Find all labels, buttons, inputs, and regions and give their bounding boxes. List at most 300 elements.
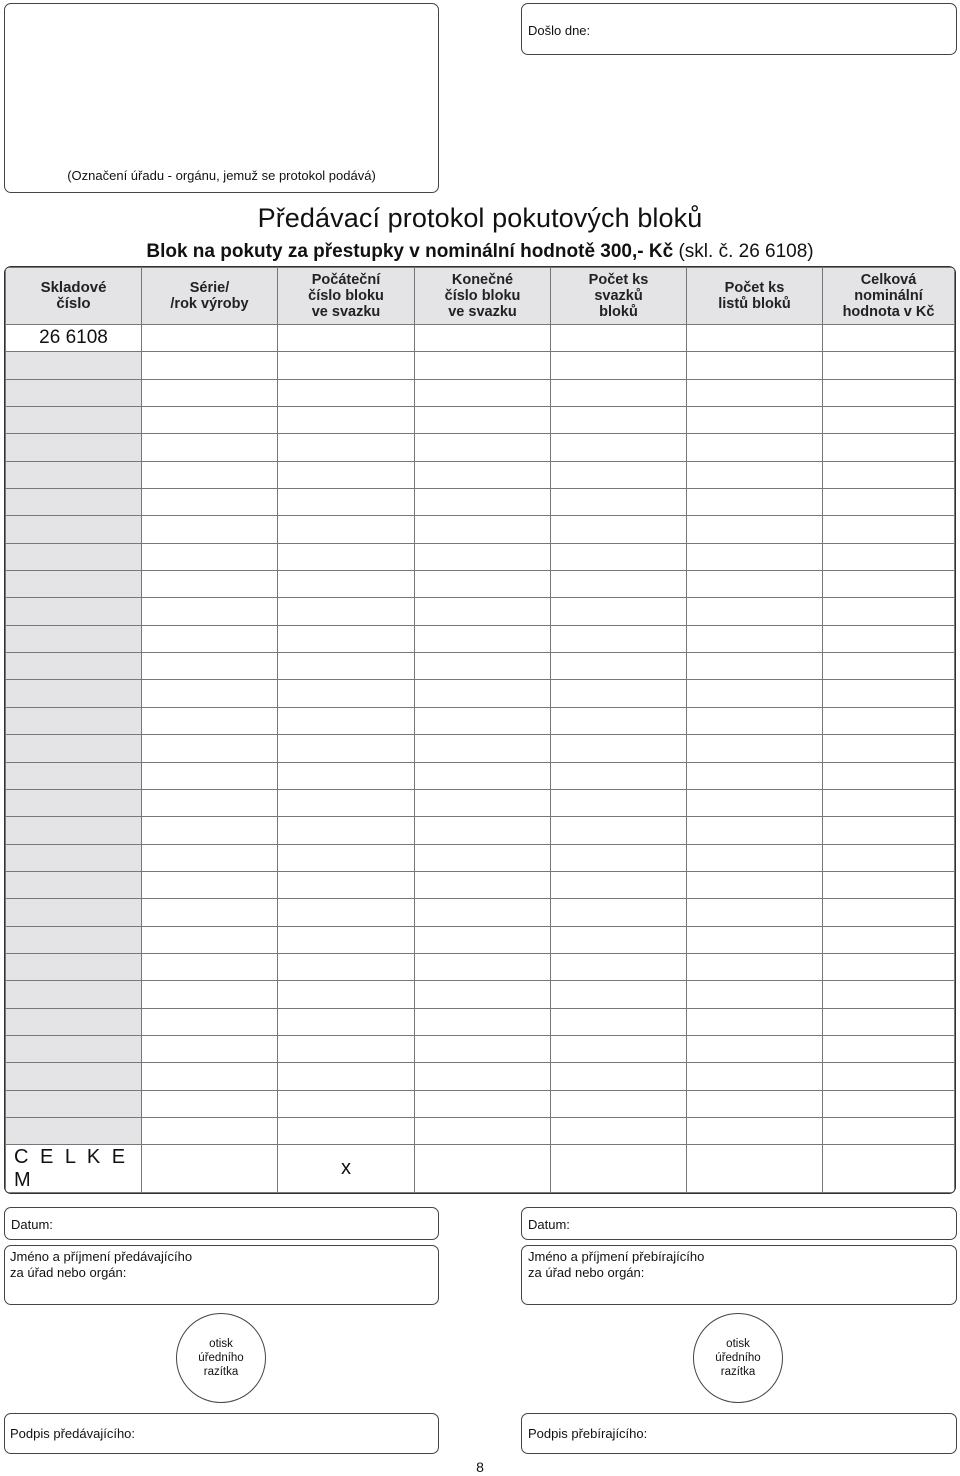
table-row [6,434,955,461]
table-cell[interactable] [687,735,823,762]
table-cell[interactable] [687,461,823,488]
table-cell[interactable] [278,871,415,898]
table-cell[interactable] [278,461,415,488]
table-cell[interactable] [278,489,415,516]
table-cell[interactable] [823,735,955,762]
received-date-label: Došlo dne: [528,23,591,38]
left-name-label-1: Jméno a příjmení předávajícího [10,1249,193,1264]
table-cell[interactable] [551,762,687,789]
column-header-1-line-1: Skladové [40,279,107,296]
table-cell[interactable] [278,817,415,844]
total-cell[interactable] [415,1145,551,1193]
column-header-2-line-1: Série/ [189,280,230,296]
stock-number-cell[interactable] [6,598,142,625]
table-cell[interactable] [687,899,823,926]
column-header-3 [278,268,415,325]
table-cell[interactable] [823,1008,955,1035]
table-cell[interactable] [823,680,955,707]
stock-number-cell[interactable] [6,653,142,680]
table-cell[interactable] [278,707,415,734]
table-cell[interactable] [823,899,955,926]
stock-number-cell[interactable] [6,571,142,598]
table-cell[interactable] [278,1035,415,1062]
table-cell[interactable] [551,407,687,434]
table-cell[interactable] [551,653,687,680]
table-cell[interactable] [415,953,551,980]
stock-number-cell[interactable] [6,516,142,543]
column-header-2-line-2: /rok výroby [170,296,249,312]
stock-number-cell[interactable] [6,953,142,980]
table-cell[interactable] [687,625,823,652]
table-cell[interactable] [278,325,415,352]
table-cell[interactable] [142,571,278,598]
table-cell[interactable] [142,1090,278,1117]
table-cell[interactable] [415,735,551,762]
table-cell[interactable] [278,598,415,625]
table-row [6,926,955,953]
column-header-5-line-3: bloků [599,304,638,320]
left-date-field[interactable] [4,1207,439,1240]
table-cell[interactable] [415,762,551,789]
table-cell[interactable] [278,434,415,461]
table-row [6,325,955,352]
table-cell[interactable] [278,625,415,652]
table-cell[interactable] [687,926,823,953]
table-cell[interactable] [415,1117,551,1144]
stock-number-cell[interactable] [6,543,142,570]
subtitle-bold: Blok na pokuty za přestupky v nominální hodnotě 300,- Kč [146,241,674,262]
table-cell[interactable] [823,379,955,406]
left-name-field[interactable] [4,1245,439,1305]
table-cell[interactable] [415,598,551,625]
table-cell[interactable] [415,352,551,379]
stock-number-cell[interactable] [6,762,142,789]
received-date-box[interactable] [521,3,957,55]
stock-number-cell[interactable] [6,489,142,516]
table-cell[interactable] [687,817,823,844]
table-cell[interactable] [415,1008,551,1035]
stock-number-cell[interactable] [6,434,142,461]
table-cell[interactable] [687,516,823,543]
table-cell[interactable] [551,461,687,488]
stock-number-cell[interactable] [6,461,142,488]
table-cell[interactable] [551,434,687,461]
stock-number-cell[interactable] [6,735,142,762]
table-cell[interactable] [823,817,955,844]
stock-number-cell[interactable] [6,844,142,871]
table-row [6,899,955,926]
right-name-label-2: za úřad nebo orgán: [528,1265,645,1280]
table-cell[interactable] [823,926,955,953]
table-cell[interactable] [823,325,955,352]
table-cell[interactable] [823,789,955,816]
column-header-7-line-1: Celková [860,272,917,288]
table-cell[interactable] [687,981,823,1008]
table-row [6,598,955,625]
page-title: Předávací protokol pokutových bloků [257,203,703,233]
table-cell[interactable] [415,571,551,598]
office-caption: (Označení úřadu - orgánu, jemuž se protokol podává) [67,168,376,183]
table-cell[interactable] [278,680,415,707]
table-row [6,844,955,871]
table-cell[interactable] [142,379,278,406]
table-cell[interactable] [278,735,415,762]
left-date-label: Datum: [11,1217,53,1232]
page-subtitle [0,241,960,263]
table-cell[interactable] [278,543,415,570]
table-cell[interactable] [142,598,278,625]
table-row [6,735,955,762]
table-cell[interactable] [415,489,551,516]
table-cell[interactable] [278,1008,415,1035]
table-cell[interactable] [142,735,278,762]
table-cell[interactable] [415,981,551,1008]
column-header-4-line-1: Konečné [451,272,514,288]
table-cell[interactable] [142,653,278,680]
right-stamp-circle [693,1313,783,1403]
table-cell[interactable] [415,543,551,570]
table-cell[interactable] [142,1008,278,1035]
table-cell[interactable] [142,1035,278,1062]
table-cell[interactable] [687,434,823,461]
column-header-2 [142,268,278,325]
table-cell[interactable] [415,844,551,871]
table-row [6,707,955,734]
table-cell[interactable] [415,325,551,352]
table-row [6,571,955,598]
table-cell[interactable] [687,489,823,516]
right-stamp-line-1: otisk [726,1338,750,1350]
table-cell[interactable] [823,1090,955,1117]
table-row [6,1035,955,1062]
stock-number-cell[interactable] [6,817,142,844]
total-row [6,1145,955,1193]
total-cell[interactable] [142,1145,278,1193]
table-cell[interactable] [823,871,955,898]
table-cell[interactable] [278,407,415,434]
right-signature-label: Podpis přebírajícího: [528,1426,648,1441]
table-cell[interactable] [142,871,278,898]
table-cell[interactable] [278,953,415,980]
table-cell[interactable] [687,1008,823,1035]
table-row [6,516,955,543]
table-cell[interactable] [278,379,415,406]
stock-number-cell[interactable] [6,407,142,434]
table-cell[interactable] [823,953,955,980]
table-cell[interactable] [687,571,823,598]
table-cell[interactable] [415,680,551,707]
stock-number-cell[interactable] [6,871,142,898]
table-cell[interactable] [687,1063,823,1090]
table-cell[interactable] [142,844,278,871]
table-row [6,981,955,1008]
table-cell[interactable] [415,817,551,844]
left-stamp-line-1: otisk [209,1338,233,1350]
table-cell[interactable] [551,680,687,707]
stock-number-cell[interactable] [6,1035,142,1062]
table-cell[interactable] [415,434,551,461]
page-number: 8 [476,1459,484,1475]
table-row [6,379,955,406]
table-row [6,543,955,570]
table-cell[interactable] [278,516,415,543]
table-cell[interactable] [823,1063,955,1090]
table-cell[interactable] [551,981,687,1008]
table-cell[interactable] [551,953,687,980]
table-cell[interactable] [415,653,551,680]
table-cell[interactable] [687,379,823,406]
table-cell[interactable] [687,707,823,734]
table-cell[interactable] [415,899,551,926]
table-cell[interactable] [823,434,955,461]
total-x-mark: x [278,1145,415,1193]
table-cell[interactable] [551,1063,687,1090]
table-cell[interactable] [278,571,415,598]
table-cell[interactable] [823,625,955,652]
table-cell[interactable] [278,899,415,926]
table-cell[interactable] [551,871,687,898]
column-header-3-line-3: ve svazku [311,304,381,320]
table-cell[interactable] [687,653,823,680]
table-cell[interactable] [823,653,955,680]
stock-number-cell[interactable] [6,981,142,1008]
table-cell[interactable] [142,461,278,488]
table-header [6,268,955,325]
table-cell[interactable] [551,379,687,406]
table-cell[interactable] [278,762,415,789]
table-row [6,1063,955,1090]
table-cell[interactable] [823,762,955,789]
table-cell[interactable] [687,543,823,570]
table-cell[interactable] [687,871,823,898]
table-cell[interactable] [142,789,278,816]
total-label: C E L K E M [6,1145,142,1193]
table-cell[interactable] [142,926,278,953]
table-cell[interactable] [687,325,823,352]
table-cell[interactable] [415,871,551,898]
table-cell[interactable] [142,707,278,734]
table-cell[interactable] [823,516,955,543]
table-cell[interactable] [415,926,551,953]
table-cell[interactable] [823,461,955,488]
stock-number-cell[interactable] [6,1008,142,1035]
table-cell[interactable] [551,625,687,652]
table-row [6,817,955,844]
table-cell[interactable] [823,571,955,598]
column-header-7 [823,268,955,325]
table-cell[interactable] [415,1090,551,1117]
table-cell[interactable] [551,1090,687,1117]
table-cell[interactable] [823,1117,955,1144]
table-cell[interactable] [142,325,278,352]
table-cell[interactable] [687,352,823,379]
table-cell[interactable] [551,707,687,734]
column-header-6-line-2: listů bloků [718,296,791,312]
total-cell[interactable] [551,1145,687,1193]
right-name-label-1: Jméno a příjmení přebírajícího [528,1249,705,1264]
table-cell[interactable] [687,407,823,434]
table-cell[interactable] [823,352,955,379]
total-cell[interactable] [823,1145,955,1193]
table-cell[interactable] [415,461,551,488]
table-cell[interactable] [823,598,955,625]
table-cell[interactable] [278,844,415,871]
right-stamp-line-2: úředního [715,1352,761,1364]
table-cell[interactable] [551,817,687,844]
column-header-4 [415,268,551,325]
stock-number-cell[interactable] [6,707,142,734]
table-row [6,762,955,789]
left-signature-field[interactable] [4,1413,439,1454]
table-cell[interactable] [551,543,687,570]
table-cell[interactable] [142,762,278,789]
stock-number-cell[interactable] [6,1090,142,1117]
column-header-1-line-2: číslo [56,295,91,312]
stock-number-cell[interactable] [6,1063,142,1090]
table-cell[interactable] [823,1035,955,1062]
table-cell[interactable] [415,625,551,652]
stock-number-cell[interactable] [6,789,142,816]
table-cell[interactable] [415,379,551,406]
table-cell[interactable] [278,352,415,379]
table-cell[interactable] [415,1063,551,1090]
table-cell[interactable] [551,325,687,352]
table-cell[interactable] [551,926,687,953]
table-cell[interactable] [278,1090,415,1117]
table-cell[interactable] [551,352,687,379]
table-cell[interactable] [142,981,278,1008]
handover-table [4,266,956,1194]
column-header-3-line-1: Počáteční [311,272,381,288]
table-cell[interactable] [551,598,687,625]
column-header-3-line-2: číslo bloku [308,288,384,304]
total-cell[interactable] [687,1145,823,1193]
column-header-1 [6,268,142,325]
table-cell[interactable] [142,1063,278,1090]
table-cell[interactable] [687,844,823,871]
table-cell[interactable] [142,953,278,980]
stock-number-cell[interactable] [6,379,142,406]
table-cell[interactable] [551,735,687,762]
table-cell[interactable] [142,489,278,516]
table-cell[interactable] [278,1063,415,1090]
column-header-5 [551,268,687,325]
column-header-7-line-3: hodnota v Kč [842,304,935,320]
stock-number-cell[interactable] [6,899,142,926]
table-cell[interactable] [823,844,955,871]
table-row [6,625,955,652]
table-cell[interactable] [142,899,278,926]
table-cell[interactable] [415,516,551,543]
stock-number-cell[interactable] [6,680,142,707]
table-row [6,352,955,379]
subtitle-rest: (skl. č. 26 6108) [673,241,814,262]
table-row [6,680,955,707]
left-signature-label: Podpis předávajícího: [10,1426,136,1441]
table-cell[interactable] [823,407,955,434]
table-cell[interactable] [415,1035,551,1062]
right-date-label: Datum: [528,1217,570,1232]
column-header-6-line-1: Počet ks [724,280,785,296]
stock-number-cell[interactable] [6,352,142,379]
table-cell[interactable] [551,789,687,816]
table-cell[interactable] [278,1117,415,1144]
right-name-field[interactable] [521,1245,957,1305]
table-row [6,1117,955,1144]
table-row [6,461,955,488]
table-cell[interactable] [142,817,278,844]
right-date-field[interactable] [521,1207,957,1240]
table-cell[interactable] [687,1035,823,1062]
table-body [6,325,955,1193]
table-cell[interactable] [142,407,278,434]
table-cell[interactable] [142,543,278,570]
table-cell[interactable] [687,953,823,980]
table-cell[interactable] [551,899,687,926]
table-cell[interactable] [551,1117,687,1144]
left-stamp-line-3: razítka [203,1366,239,1378]
table-cell[interactable] [142,680,278,707]
office-designation-box[interactable] [4,3,439,193]
table-cell[interactable] [551,1008,687,1035]
stock-number-cell[interactable]: 26 6108 [6,325,142,352]
right-signature-field[interactable] [521,1413,957,1454]
table-cell[interactable] [551,571,687,598]
column-header-4-line-3: ve svazku [448,304,517,320]
table-cell[interactable] [687,1117,823,1144]
table-cell[interactable] [551,489,687,516]
table-cell[interactable] [142,352,278,379]
table-cell[interactable] [142,434,278,461]
table-cell[interactable] [142,1117,278,1144]
stock-number-cell[interactable] [6,625,142,652]
table-cell[interactable] [142,625,278,652]
table-cell[interactable] [823,981,955,1008]
table-cell[interactable] [687,680,823,707]
column-header-6 [687,268,823,325]
left-stamp-line-2: úředního [198,1352,244,1364]
left-name-label-2: za úřad nebo orgán: [10,1265,127,1280]
column-header-5-line-1: Počet ks [588,272,649,288]
table-cell[interactable] [823,489,955,516]
table-cell[interactable] [415,789,551,816]
table-cell[interactable] [415,707,551,734]
column-header-7-line-2: nominální [854,288,923,304]
table-cell[interactable] [687,789,823,816]
table-cell[interactable] [278,789,415,816]
table-cell[interactable] [278,926,415,953]
table-cell[interactable] [823,543,955,570]
stock-number-cell[interactable] [6,1117,142,1144]
table-row [6,789,955,816]
table-row [6,953,955,980]
table-cell[interactable] [142,516,278,543]
table-cell[interactable] [551,1035,687,1062]
table-row [6,407,955,434]
table-cell[interactable] [278,981,415,1008]
table-cell[interactable] [687,762,823,789]
table-cell[interactable] [551,516,687,543]
table-cell[interactable] [687,598,823,625]
table-cell[interactable] [278,653,415,680]
table-cell[interactable] [415,407,551,434]
table-cell[interactable] [551,844,687,871]
stock-number-cell[interactable] [6,926,142,953]
table-cell[interactable] [823,707,955,734]
table-row [6,1090,955,1117]
table-row [6,489,955,516]
table-cell[interactable] [687,1090,823,1117]
